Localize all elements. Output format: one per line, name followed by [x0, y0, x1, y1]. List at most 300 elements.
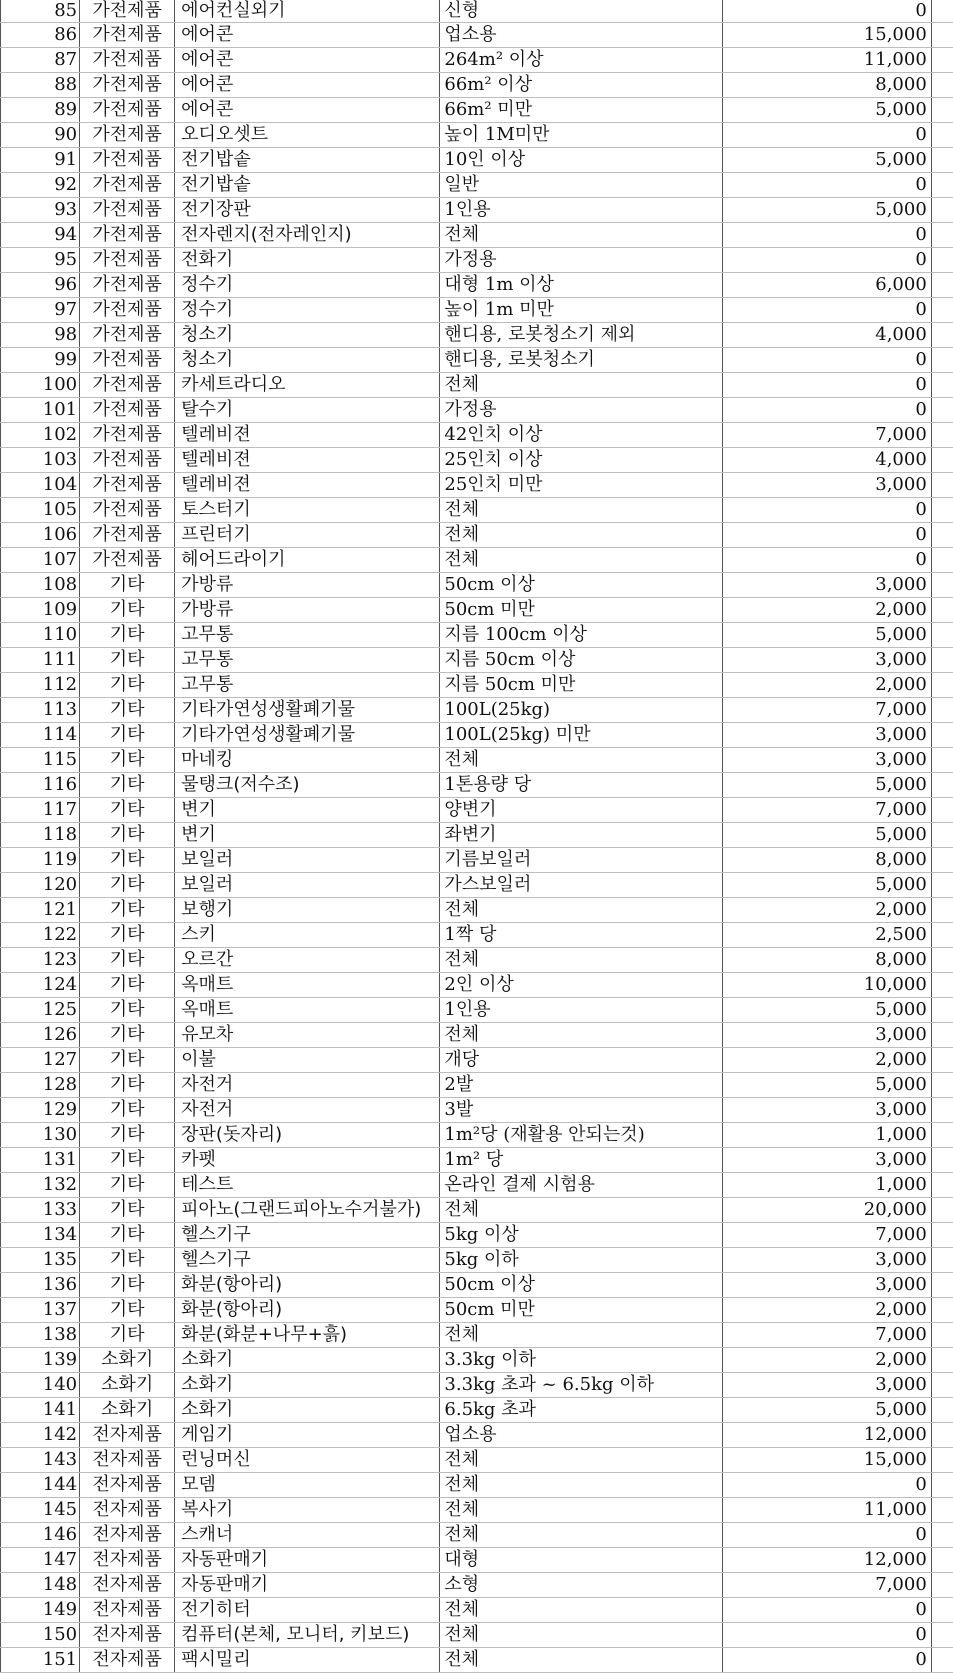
item-name-cell[interactable]: 기타가연성생활폐기물: [175, 698, 440, 723]
spec-cell[interactable]: 전체: [440, 373, 723, 398]
spec-cell[interactable]: 온라인 결제 시험용: [440, 1173, 723, 1198]
row-number-cell[interactable]: 124: [1, 973, 80, 998]
item-name-cell[interactable]: 자전거: [175, 1098, 440, 1123]
row-number-cell[interactable]: 149: [1, 1598, 80, 1623]
item-name-cell[interactable]: 에어콘: [175, 48, 440, 73]
category-cell[interactable]: 가전제품: [80, 298, 175, 323]
empty-cell[interactable]: [931, 1498, 953, 1523]
fee-cell[interactable]: 0: [723, 223, 932, 248]
spec-cell[interactable]: 지름 50cm 이상: [440, 648, 723, 673]
empty-cell[interactable]: [931, 973, 953, 998]
fee-cell[interactable]: 0: [723, 398, 932, 423]
empty-cell[interactable]: [931, 1448, 953, 1473]
empty-cell[interactable]: [931, 798, 953, 823]
item-name-cell[interactable]: 스키: [175, 923, 440, 948]
empty-cell[interactable]: [931, 48, 953, 73]
empty-cell[interactable]: [931, 698, 953, 723]
spec-cell[interactable]: 업소용: [440, 23, 723, 48]
spec-cell[interactable]: 전체: [440, 1323, 723, 1348]
empty-cell[interactable]: [931, 748, 953, 773]
fee-cell[interactable]: 5,000: [723, 1398, 932, 1423]
category-cell[interactable]: 전자제품: [80, 1423, 175, 1448]
spec-cell[interactable]: 전체: [440, 548, 723, 573]
empty-cell[interactable]: [931, 823, 953, 848]
empty-cell[interactable]: [931, 1198, 953, 1223]
item-name-cell[interactable]: 가방류: [175, 598, 440, 623]
fee-cell[interactable]: 3,000: [723, 748, 932, 773]
item-name-cell[interactable]: 유모차: [175, 1023, 440, 1048]
category-cell[interactable]: 전자제품: [80, 1623, 175, 1648]
empty-cell[interactable]: [931, 1523, 953, 1548]
item-name-cell[interactable]: 전기히터: [175, 1598, 440, 1623]
category-cell[interactable]: 기타: [80, 698, 175, 723]
item-name-cell[interactable]: 가방류: [175, 573, 440, 598]
fee-cell[interactable]: 11,000: [723, 1498, 932, 1523]
item-name-cell[interactable]: 카세트라디오: [175, 373, 440, 398]
item-name-cell[interactable]: 고무통: [175, 623, 440, 648]
empty-cell[interactable]: [931, 1398, 953, 1423]
spec-cell[interactable]: 5kg 이하: [440, 1248, 723, 1273]
empty-cell[interactable]: [931, 623, 953, 648]
row-number-cell[interactable]: 89: [1, 98, 80, 123]
item-name-cell[interactable]: 피아노(그랜드피아노수거불가): [175, 1198, 440, 1223]
fee-cell[interactable]: 0: [723, 173, 932, 198]
item-name-cell[interactable]: 이불: [175, 1048, 440, 1073]
row-number-cell[interactable]: 90: [1, 123, 80, 148]
category-cell[interactable]: 전자제품: [80, 1523, 175, 1548]
empty-cell[interactable]: [931, 223, 953, 248]
row-number-cell[interactable]: 118: [1, 823, 80, 848]
spec-cell[interactable]: 전체: [440, 1198, 723, 1223]
fee-cell[interactable]: 5,000: [723, 98, 932, 123]
category-cell[interactable]: 기타: [80, 1298, 175, 1323]
fee-cell[interactable]: 0: [723, 0, 932, 23]
empty-cell[interactable]: [931, 348, 953, 373]
spec-cell[interactable]: 전체: [440, 1473, 723, 1498]
spec-cell[interactable]: 핸디용, 로봇청소기: [440, 348, 723, 373]
item-name-cell[interactable]: 마네킹: [175, 748, 440, 773]
category-cell[interactable]: 전자제품: [80, 1448, 175, 1473]
empty-cell[interactable]: [931, 523, 953, 548]
spec-cell[interactable]: 1짝 당: [440, 923, 723, 948]
fee-cell[interactable]: 2,000: [723, 598, 932, 623]
fee-cell[interactable]: 8,000: [723, 73, 932, 98]
row-number-cell[interactable]: 120: [1, 873, 80, 898]
category-cell[interactable]: 가전제품: [80, 523, 175, 548]
fee-cell[interactable]: 2,000: [723, 1298, 932, 1323]
item-name-cell[interactable]: 오르간: [175, 948, 440, 973]
spec-cell[interactable]: 50cm 미만: [440, 598, 723, 623]
category-cell[interactable]: 기타: [80, 1198, 175, 1223]
spec-cell[interactable]: 신형: [440, 0, 723, 23]
spec-cell[interactable]: 전체: [440, 1498, 723, 1523]
category-cell[interactable]: 기타: [80, 673, 175, 698]
fee-cell[interactable]: 3,000: [723, 473, 932, 498]
category-cell[interactable]: 기타: [80, 823, 175, 848]
empty-cell[interactable]: [931, 1473, 953, 1498]
row-number-cell[interactable]: 100: [1, 373, 80, 398]
empty-cell[interactable]: [931, 573, 953, 598]
spec-cell[interactable]: 5kg 이상: [440, 1223, 723, 1248]
empty-cell[interactable]: [931, 1073, 953, 1098]
category-cell[interactable]: 가전제품: [80, 173, 175, 198]
spec-cell[interactable]: 10인 이상: [440, 148, 723, 173]
spec-cell[interactable]: 대형: [440, 1548, 723, 1573]
fee-cell[interactable]: 0: [723, 548, 932, 573]
row-number-cell[interactable]: 150: [1, 1623, 80, 1648]
item-name-cell[interactable]: 전자렌지(전자레인지): [175, 223, 440, 248]
empty-cell[interactable]: [931, 723, 953, 748]
row-number-cell[interactable]: 117: [1, 798, 80, 823]
category-cell[interactable]: 가전제품: [80, 73, 175, 98]
fee-cell[interactable]: 5,000: [723, 148, 932, 173]
spec-cell[interactable]: 3.3kg 이하: [440, 1348, 723, 1373]
row-number-cell[interactable]: 110: [1, 623, 80, 648]
category-cell[interactable]: 전자제품: [80, 1498, 175, 1523]
category-cell[interactable]: 가전제품: [80, 48, 175, 73]
spec-cell[interactable]: 100L(25kg): [440, 698, 723, 723]
spec-cell[interactable]: 25인치 이상: [440, 448, 723, 473]
spec-cell[interactable]: 전체: [440, 1598, 723, 1623]
category-cell[interactable]: 가전제품: [80, 398, 175, 423]
item-name-cell[interactable]: 보행기: [175, 898, 440, 923]
row-number-cell[interactable]: 115: [1, 748, 80, 773]
row-number-cell[interactable]: 108: [1, 573, 80, 598]
row-number-cell[interactable]: 132: [1, 1173, 80, 1198]
row-number-cell[interactable]: 139: [1, 1348, 80, 1373]
item-name-cell[interactable]: 옥매트: [175, 998, 440, 1023]
fee-cell[interactable]: 7,000: [723, 798, 932, 823]
spec-cell[interactable]: 대형 1m 이상: [440, 273, 723, 298]
row-number-cell[interactable]: 138: [1, 1323, 80, 1348]
fee-cell[interactable]: 0: [723, 348, 932, 373]
item-name-cell[interactable]: 오디오셋트: [175, 123, 440, 148]
empty-cell[interactable]: [931, 673, 953, 698]
item-name-cell[interactable]: 컴퓨터(본체, 모니터, 키보드): [175, 1623, 440, 1648]
empty-cell[interactable]: [931, 923, 953, 948]
spec-cell[interactable]: 업소용: [440, 1423, 723, 1448]
fee-cell[interactable]: 0: [723, 498, 932, 523]
spec-cell[interactable]: 1인용: [440, 998, 723, 1023]
fee-cell[interactable]: 2,000: [723, 1048, 932, 1073]
category-cell[interactable]: 기타: [80, 1073, 175, 1098]
spec-cell[interactable]: 전체: [440, 523, 723, 548]
category-cell[interactable]: 전자제품: [80, 1473, 175, 1498]
item-name-cell[interactable]: 헤어드라이기: [175, 548, 440, 573]
category-cell[interactable]: 기타: [80, 748, 175, 773]
row-number-cell[interactable]: 145: [1, 1498, 80, 1523]
spec-cell[interactable]: 일반: [440, 173, 723, 198]
spec-cell[interactable]: 좌변기: [440, 823, 723, 848]
empty-cell[interactable]: [931, 1598, 953, 1623]
fee-cell[interactable]: 0: [723, 123, 932, 148]
empty-cell[interactable]: [931, 1623, 953, 1648]
item-name-cell[interactable]: 물탱크(저수조): [175, 773, 440, 798]
category-cell[interactable]: 가전제품: [80, 248, 175, 273]
fee-cell[interactable]: 7,000: [723, 1573, 932, 1598]
empty-cell[interactable]: [931, 1373, 953, 1398]
fee-cell[interactable]: 12,000: [723, 1423, 932, 1448]
row-number-cell[interactable]: 123: [1, 948, 80, 973]
row-number-cell[interactable]: 112: [1, 673, 80, 698]
row-number-cell[interactable]: 130: [1, 1123, 80, 1148]
item-name-cell[interactable]: 텔레비젼: [175, 423, 440, 448]
category-cell[interactable]: 기타: [80, 1173, 175, 1198]
spec-cell[interactable]: 개당: [440, 1048, 723, 1073]
fee-cell[interactable]: 5,000: [723, 773, 932, 798]
category-cell[interactable]: 소화기: [80, 1348, 175, 1373]
category-cell[interactable]: 기타: [80, 848, 175, 873]
fee-cell[interactable]: 3,000: [723, 573, 932, 598]
category-cell[interactable]: 기타: [80, 598, 175, 623]
spec-cell[interactable]: 전체: [440, 1623, 723, 1648]
row-number-cell[interactable]: 137: [1, 1298, 80, 1323]
empty-cell[interactable]: [931, 873, 953, 898]
row-number-cell[interactable]: 102: [1, 423, 80, 448]
item-name-cell[interactable]: 팩시밀리: [175, 1648, 440, 1673]
row-number-cell[interactable]: 127: [1, 1048, 80, 1073]
item-name-cell[interactable]: 고무통: [175, 648, 440, 673]
fee-cell[interactable]: 6,000: [723, 273, 932, 298]
row-number-cell[interactable]: 151: [1, 1648, 80, 1673]
empty-cell[interactable]: [931, 648, 953, 673]
empty-cell[interactable]: [931, 323, 953, 348]
item-name-cell[interactable]: 자전거: [175, 1073, 440, 1098]
empty-cell[interactable]: [931, 1423, 953, 1448]
category-cell[interactable]: 기타: [80, 998, 175, 1023]
item-name-cell[interactable]: 스캐너: [175, 1523, 440, 1548]
category-cell[interactable]: 소화기: [80, 1373, 175, 1398]
item-name-cell[interactable]: 헬스기구: [175, 1223, 440, 1248]
category-cell[interactable]: 기타: [80, 923, 175, 948]
row-number-cell[interactable]: 141: [1, 1398, 80, 1423]
category-cell[interactable]: 가전제품: [80, 98, 175, 123]
spec-cell[interactable]: 1m²당 (재활용 안되는것): [440, 1123, 723, 1148]
row-number-cell[interactable]: 106: [1, 523, 80, 548]
fee-cell[interactable]: 1,000: [723, 1123, 932, 1148]
empty-cell[interactable]: [931, 298, 953, 323]
empty-cell[interactable]: [931, 498, 953, 523]
item-name-cell[interactable]: 전기밥솥: [175, 148, 440, 173]
fee-cell[interactable]: 2,500: [723, 923, 932, 948]
empty-cell[interactable]: [931, 248, 953, 273]
item-name-cell[interactable]: 복사기: [175, 1498, 440, 1523]
spec-cell[interactable]: 양변기: [440, 798, 723, 823]
row-number-cell[interactable]: 147: [1, 1548, 80, 1573]
row-number-cell[interactable]: 143: [1, 1448, 80, 1473]
empty-cell[interactable]: [931, 98, 953, 123]
row-number-cell[interactable]: 107: [1, 548, 80, 573]
category-cell[interactable]: 기타: [80, 1148, 175, 1173]
spec-cell[interactable]: 66m² 이상: [440, 73, 723, 98]
spec-cell[interactable]: 전체: [440, 498, 723, 523]
item-name-cell[interactable]: 에어콘: [175, 23, 440, 48]
spec-cell[interactable]: 3.3kg 초과 ~ 6.5kg 이하: [440, 1373, 723, 1398]
empty-cell[interactable]: [931, 198, 953, 223]
spec-cell[interactable]: 1인용: [440, 198, 723, 223]
spec-cell[interactable]: 50cm 이상: [440, 573, 723, 598]
category-cell[interactable]: 가전제품: [80, 148, 175, 173]
fee-cell[interactable]: 0: [723, 1473, 932, 1498]
item-name-cell[interactable]: 소화기: [175, 1348, 440, 1373]
category-cell[interactable]: 기타: [80, 873, 175, 898]
spec-cell[interactable]: 2발: [440, 1073, 723, 1098]
empty-cell[interactable]: [931, 273, 953, 298]
category-cell[interactable]: 가전제품: [80, 423, 175, 448]
item-name-cell[interactable]: 고무통: [175, 673, 440, 698]
row-number-cell[interactable]: 129: [1, 1098, 80, 1123]
fee-cell[interactable]: 5,000: [723, 873, 932, 898]
fee-cell[interactable]: 0: [723, 298, 932, 323]
category-cell[interactable]: 기타: [80, 648, 175, 673]
category-cell[interactable]: 가전제품: [80, 323, 175, 348]
empty-cell[interactable]: [931, 1348, 953, 1373]
fee-cell[interactable]: 3,000: [723, 1148, 932, 1173]
category-cell[interactable]: 기타: [80, 1273, 175, 1298]
fee-cell[interactable]: 5,000: [723, 198, 932, 223]
item-name-cell[interactable]: 자동판매기: [175, 1548, 440, 1573]
fee-cell[interactable]: 12,000: [723, 1548, 932, 1573]
category-cell[interactable]: 가전제품: [80, 0, 175, 23]
spec-cell[interactable]: 지름 50cm 미만: [440, 673, 723, 698]
category-cell[interactable]: 기타: [80, 623, 175, 648]
fee-cell[interactable]: 3,000: [723, 648, 932, 673]
row-number-cell[interactable]: 133: [1, 1198, 80, 1223]
row-number-cell[interactable]: 121: [1, 898, 80, 923]
spec-cell[interactable]: 가스보일러: [440, 873, 723, 898]
category-cell[interactable]: 기타: [80, 1048, 175, 1073]
category-cell[interactable]: 기타: [80, 948, 175, 973]
row-number-cell[interactable]: 142: [1, 1423, 80, 1448]
spec-cell[interactable]: 전체: [440, 1648, 723, 1673]
fee-cell[interactable]: 7,000: [723, 423, 932, 448]
category-cell[interactable]: 가전제품: [80, 23, 175, 48]
fee-cell[interactable]: 2,000: [723, 1348, 932, 1373]
spec-cell[interactable]: 지름 100cm 이상: [440, 623, 723, 648]
category-cell[interactable]: 기타: [80, 1323, 175, 1348]
fee-cell[interactable]: 5,000: [723, 823, 932, 848]
spec-cell[interactable]: 100L(25kg) 미만: [440, 723, 723, 748]
empty-cell[interactable]: [931, 0, 953, 23]
item-name-cell[interactable]: 변기: [175, 823, 440, 848]
item-name-cell[interactable]: 소화기: [175, 1373, 440, 1398]
item-name-cell[interactable]: 프린터기: [175, 523, 440, 548]
empty-cell[interactable]: [931, 448, 953, 473]
fee-cell[interactable]: 3,000: [723, 1023, 932, 1048]
row-number-cell[interactable]: 116: [1, 773, 80, 798]
empty-cell[interactable]: [931, 73, 953, 98]
empty-cell[interactable]: [931, 773, 953, 798]
item-name-cell[interactable]: 전화기: [175, 248, 440, 273]
empty-cell[interactable]: [931, 848, 953, 873]
empty-cell[interactable]: [931, 23, 953, 48]
row-number-cell[interactable]: 104: [1, 473, 80, 498]
row-number-cell[interactable]: 135: [1, 1248, 80, 1273]
row-number-cell[interactable]: 88: [1, 73, 80, 98]
fee-cell[interactable]: 15,000: [723, 23, 932, 48]
empty-cell[interactable]: [931, 1298, 953, 1323]
spec-cell[interactable]: 전체: [440, 948, 723, 973]
item-name-cell[interactable]: 테스트: [175, 1173, 440, 1198]
row-number-cell[interactable]: 85: [1, 0, 80, 23]
item-name-cell[interactable]: 자동판매기: [175, 1573, 440, 1598]
empty-cell[interactable]: [931, 998, 953, 1023]
row-number-cell[interactable]: 131: [1, 1148, 80, 1173]
spec-cell[interactable]: 전체: [440, 1023, 723, 1048]
spec-cell[interactable]: 264m² 이상: [440, 48, 723, 73]
category-cell[interactable]: 기타: [80, 1023, 175, 1048]
category-cell[interactable]: 기타: [80, 973, 175, 998]
spec-cell[interactable]: 가정용: [440, 248, 723, 273]
row-number-cell[interactable]: 93: [1, 198, 80, 223]
item-name-cell[interactable]: 화분(항아리): [175, 1298, 440, 1323]
empty-cell[interactable]: [931, 148, 953, 173]
fee-cell[interactable]: 2,000: [723, 898, 932, 923]
fee-cell[interactable]: 4,000: [723, 448, 932, 473]
fee-cell[interactable]: 7,000: [723, 1323, 932, 1348]
fee-cell[interactable]: 11,000: [723, 48, 932, 73]
empty-cell[interactable]: [931, 1573, 953, 1598]
empty-cell[interactable]: [931, 1248, 953, 1273]
fee-cell[interactable]: 10,000: [723, 973, 932, 998]
item-name-cell[interactable]: 헬스기구: [175, 1248, 440, 1273]
item-name-cell[interactable]: 청소기: [175, 323, 440, 348]
fee-cell[interactable]: 7,000: [723, 698, 932, 723]
fee-cell[interactable]: 3,000: [723, 1248, 932, 1273]
spec-cell[interactable]: 가정용: [440, 398, 723, 423]
fee-cell[interactable]: 5,000: [723, 623, 932, 648]
item-name-cell[interactable]: 청소기: [175, 348, 440, 373]
fee-cell[interactable]: 0: [723, 248, 932, 273]
row-number-cell[interactable]: 148: [1, 1573, 80, 1598]
row-number-cell[interactable]: 146: [1, 1523, 80, 1548]
fee-cell[interactable]: 0: [723, 1648, 932, 1673]
category-cell[interactable]: 기타: [80, 773, 175, 798]
fee-cell[interactable]: 3,000: [723, 1273, 932, 1298]
row-number-cell[interactable]: 99: [1, 348, 80, 373]
category-cell[interactable]: 기타: [80, 1248, 175, 1273]
category-cell[interactable]: 소화기: [80, 1398, 175, 1423]
empty-cell[interactable]: [931, 473, 953, 498]
spec-cell[interactable]: 50cm 미만: [440, 1298, 723, 1323]
category-cell[interactable]: 전자제품: [80, 1548, 175, 1573]
fee-cell[interactable]: 1,000: [723, 1173, 932, 1198]
row-number-cell[interactable]: 87: [1, 48, 80, 73]
category-cell[interactable]: 기타: [80, 723, 175, 748]
fee-cell[interactable]: 4,000: [723, 323, 932, 348]
spec-cell[interactable]: 25인치 미만: [440, 473, 723, 498]
category-cell[interactable]: 전자제품: [80, 1598, 175, 1623]
fee-cell[interactable]: 15,000: [723, 1448, 932, 1473]
item-name-cell[interactable]: 옥매트: [175, 973, 440, 998]
item-name-cell[interactable]: 카펫: [175, 1148, 440, 1173]
row-number-cell[interactable]: 114: [1, 723, 80, 748]
empty-cell[interactable]: [931, 1098, 953, 1123]
item-name-cell[interactable]: 텔레비젼: [175, 473, 440, 498]
category-cell[interactable]: 가전제품: [80, 223, 175, 248]
fee-cell[interactable]: 3,000: [723, 723, 932, 748]
item-name-cell[interactable]: 에어콘: [175, 98, 440, 123]
row-number-cell[interactable]: 122: [1, 923, 80, 948]
row-number-cell[interactable]: 144: [1, 1473, 80, 1498]
fee-cell[interactable]: 0: [723, 523, 932, 548]
empty-cell[interactable]: [931, 373, 953, 398]
row-number-cell[interactable]: 98: [1, 323, 80, 348]
category-cell[interactable]: 기타: [80, 1223, 175, 1248]
category-cell[interactable]: 가전제품: [80, 373, 175, 398]
empty-cell[interactable]: [931, 1223, 953, 1248]
row-number-cell[interactable]: 113: [1, 698, 80, 723]
